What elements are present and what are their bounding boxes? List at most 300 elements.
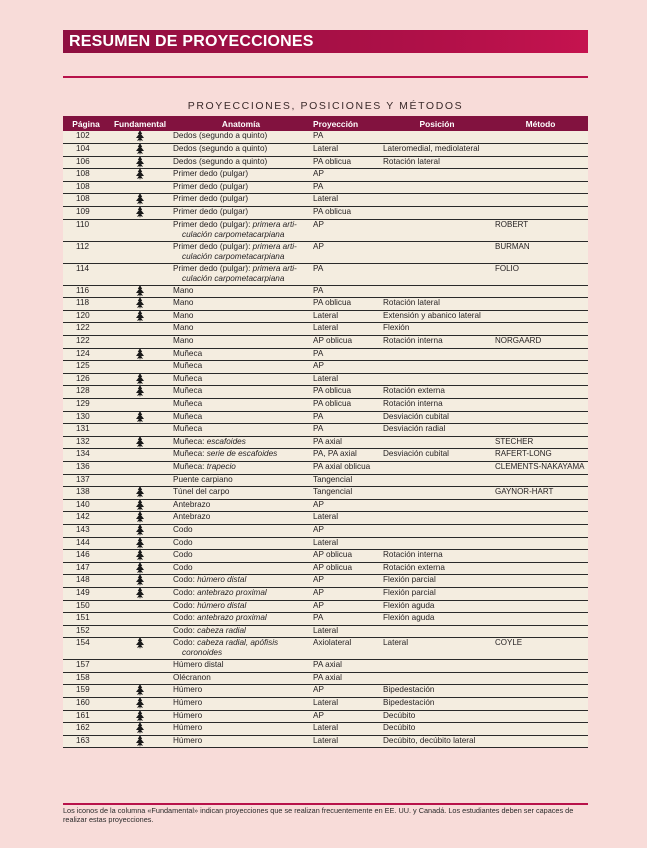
cell-fundamental (109, 660, 171, 673)
cell-posicion (381, 499, 493, 512)
cell-fundamental (109, 723, 171, 736)
table-row (63, 449, 588, 462)
anatomia-text: Dedos (segundo a quinto) (173, 144, 268, 154)
anatomia-text: Primer dedo (pulgar) (173, 169, 249, 179)
fundamental-icon (134, 131, 146, 142)
cell-posicion (381, 537, 493, 550)
cell-metodo (493, 169, 588, 182)
anatomia-text: Codo (173, 524, 193, 534)
cell-metodo (493, 310, 588, 323)
cell-metodo: ROBERT (493, 219, 588, 241)
anatomia-text: Dedos (segundo a quinto) (173, 131, 268, 140)
header-pagina: Página (63, 116, 109, 131)
cell-page: 162 (63, 723, 109, 736)
table-row (63, 698, 588, 711)
cell-metodo (493, 685, 588, 698)
cell-metodo (493, 735, 588, 748)
cell-metodo: NORGAARD (493, 336, 588, 349)
anatomia-detail: antebrazo proximal (197, 587, 267, 597)
cell-posicion (381, 241, 493, 263)
cell-posicion (381, 194, 493, 207)
table-title: PROYECCIONES, POSICIONES Y MÉTODOS (187, 100, 464, 112)
cell-fundamental (109, 424, 171, 437)
cell-page: 122 (63, 323, 109, 336)
cell-posicion: Rotación lateral (381, 298, 493, 311)
cell-posicion (381, 660, 493, 673)
cell-proyeccion: AP (311, 169, 381, 182)
cell-metodo (493, 323, 588, 336)
cell-metodo (493, 348, 588, 361)
cell-fundamental (109, 449, 171, 462)
anatomia-text: Húmero distal (173, 660, 224, 670)
banner-title: RESUMEN DE PROYECCIONES (63, 30, 588, 53)
cell-metodo (493, 625, 588, 638)
cell-posicion: Desviación cubital (381, 411, 493, 424)
cell-fundamental (109, 512, 171, 525)
cell-posicion: Bipedestación (381, 698, 493, 711)
anatomia-text: Olécranon (173, 672, 211, 682)
cell-posicion (381, 348, 493, 361)
cell-page: 160 (63, 698, 109, 711)
cell-metodo (493, 600, 588, 613)
cell-page: 116 (63, 285, 109, 298)
cell-anatomia (171, 207, 311, 220)
cell-page: 130 (63, 411, 109, 424)
cell-page: 148 (63, 575, 109, 588)
cell-anatomia (171, 323, 311, 336)
cell-posicion: Desviación radial (381, 424, 493, 437)
cell-page: 109 (63, 207, 109, 220)
cell-proyeccion: Lateral (311, 194, 381, 207)
anatomia-text: Codo (173, 550, 193, 560)
cell-page: 132 (63, 436, 109, 449)
fundamental-icon (134, 512, 146, 524)
cell-anatomia (171, 512, 311, 525)
cell-metodo (493, 660, 588, 673)
header-rule (63, 76, 588, 78)
cell-fundamental (109, 625, 171, 638)
cell-page: 110 (63, 219, 109, 241)
cell-metodo: RAFERT-LONG (493, 449, 588, 462)
cell-anatomia (171, 710, 311, 723)
anatomia-text: Muñeca (173, 411, 203, 421)
anatomia-text: Muñeca (173, 373, 203, 383)
fundamental-icon (134, 499, 146, 511)
cell-posicion (381, 373, 493, 386)
header-proyeccion: Proyección (311, 116, 381, 131)
cell-posicion: Desviación cubital (381, 449, 493, 462)
cell-page: 126 (63, 373, 109, 386)
cell-fundamental (109, 207, 171, 220)
anatomia-text: Muñeca: (173, 436, 207, 446)
cell-proyeccion: PA (311, 424, 381, 437)
anatomia-text: Primer dedo (pulgar) (173, 181, 249, 191)
table-row (63, 672, 588, 685)
anatomia-text: Húmero (173, 735, 203, 745)
cell-anatomia (171, 181, 311, 194)
table-row (63, 169, 588, 182)
cell-page: 146 (63, 550, 109, 563)
cell-fundamental (109, 487, 171, 500)
fundamental-icon (134, 685, 146, 697)
cell-page: 142 (63, 512, 109, 525)
cell-proyeccion: AP (311, 710, 381, 723)
cell-proyeccion: AP (311, 524, 381, 537)
cell-metodo (493, 672, 588, 685)
cell-page: 140 (63, 499, 109, 512)
cell-anatomia (171, 194, 311, 207)
cell-proyeccion: AP oblicua (311, 562, 381, 575)
cell-posicion: Rotación interna (381, 336, 493, 349)
cell-proyeccion: Lateral (311, 310, 381, 323)
cell-fundamental (109, 386, 171, 399)
cell-posicion: Rotación externa (381, 386, 493, 399)
anatomia-text: Dedos (segundo a quinto) (173, 156, 268, 166)
cell-anatomia (171, 685, 311, 698)
anatomia-text: Húmero (173, 710, 203, 720)
anatomia-text: Codo: (173, 587, 198, 597)
cell-metodo: STECHER (493, 436, 588, 449)
cell-page: 122 (63, 336, 109, 349)
cell-posicion: Decúbito (381, 723, 493, 736)
cell-proyeccion: PA axial (311, 436, 381, 449)
fundamental-icon (134, 436, 146, 448)
cell-proyeccion: PA oblicua (311, 386, 381, 399)
cell-posicion: Rotación externa (381, 562, 493, 575)
cell-fundamental (109, 600, 171, 613)
anatomia-text: Mano (173, 298, 194, 308)
table-row (63, 625, 588, 638)
anatomia-detail-continued: culación carpometacarpiana (182, 273, 285, 283)
cell-proyeccion: AP oblicua (311, 550, 381, 563)
cell-metodo (493, 710, 588, 723)
cell-fundamental (109, 537, 171, 550)
anatomia-text: Codo (173, 537, 193, 547)
cell-fundamental (109, 336, 171, 349)
anatomia-text: Codo (173, 562, 193, 572)
cell-posicion: Lateral (381, 638, 493, 660)
fundamental-icon (134, 587, 146, 599)
cell-anatomia (171, 361, 311, 374)
cell-posicion (381, 524, 493, 537)
cell-page: 118 (63, 298, 109, 311)
cell-page: 144 (63, 537, 109, 550)
cell-fundamental (109, 524, 171, 537)
cell-anatomia (171, 638, 311, 660)
cell-proyeccion: Lateral (311, 537, 381, 550)
cell-metodo (493, 181, 588, 194)
cell-proyeccion: PA (311, 131, 381, 144)
table-row (63, 487, 588, 500)
cell-posicion (381, 672, 493, 685)
cell-fundamental (109, 550, 171, 563)
fundamental-icon (134, 156, 146, 168)
cell-metodo: BURMAN (493, 241, 588, 263)
cell-page: 129 (63, 399, 109, 412)
table-row (63, 194, 588, 207)
cell-page: 154 (63, 638, 109, 660)
table-row (63, 348, 588, 361)
cell-metodo (493, 156, 588, 169)
cell-anatomia (171, 241, 311, 263)
anatomia-text: Primer dedo (pulgar) (173, 194, 249, 204)
table-row (63, 411, 588, 424)
fundamental-icon (134, 575, 146, 587)
cell-proyeccion: PA oblicua (311, 156, 381, 169)
cell-anatomia (171, 399, 311, 412)
cell-page: 150 (63, 600, 109, 613)
cell-posicion (381, 512, 493, 525)
cell-fundamental (109, 310, 171, 323)
footer-rule (63, 803, 588, 805)
table-row (63, 660, 588, 673)
cell-posicion (381, 285, 493, 298)
cell-anatomia (171, 449, 311, 462)
cell-metodo (493, 207, 588, 220)
cell-posicion (381, 169, 493, 182)
cell-fundamental (109, 613, 171, 626)
cell-proyeccion: PA (311, 613, 381, 626)
cell-anatomia (171, 562, 311, 575)
table-row (63, 263, 588, 285)
cell-posicion: Rotación interna (381, 550, 493, 563)
anatomia-text: Muñeca (173, 348, 203, 358)
fundamental-icon (134, 735, 146, 747)
cell-proyeccion: PA (311, 181, 381, 194)
cell-posicion: Flexión aguda (381, 600, 493, 613)
fundamental-icon (134, 550, 146, 562)
cell-proyeccion: AP (311, 361, 381, 374)
table-row (63, 361, 588, 374)
cell-posicion: Flexión parcial (381, 575, 493, 588)
table-row (63, 723, 588, 736)
cell-fundamental (109, 562, 171, 575)
cell-proyeccion: PA oblicua (311, 399, 381, 412)
cell-fundamental (109, 587, 171, 600)
cell-fundamental (109, 710, 171, 723)
anatomia-text: Antebrazo (173, 512, 211, 522)
cell-anatomia (171, 499, 311, 512)
anatomia-text: Muñeca: (173, 449, 207, 459)
projections-table (63, 116, 588, 748)
cell-page: 108 (63, 169, 109, 182)
cell-proyeccion: AP (311, 600, 381, 613)
cell-metodo: COYLE (493, 638, 588, 660)
fundamental-icon (134, 207, 146, 219)
cell-proyeccion: Tangencial (311, 487, 381, 500)
cell-page: 112 (63, 241, 109, 263)
anatomia-detail: primera arti- (252, 241, 297, 251)
fundamental-icon (134, 411, 146, 423)
cell-posicion (381, 461, 493, 474)
cell-fundamental (109, 298, 171, 311)
cell-posicion (381, 207, 493, 220)
cell-proyeccion: AP (311, 685, 381, 698)
anatomia-text: Mano (173, 285, 194, 295)
anatomia-text: Húmero (173, 698, 203, 708)
table-row (63, 685, 588, 698)
cell-proyeccion: PA oblicua (311, 298, 381, 311)
cell-proyeccion: PA, PA axial (311, 449, 381, 462)
table-row (63, 587, 588, 600)
anatomia-detail: cabeza radial (197, 625, 246, 635)
cell-proyeccion: PA (311, 285, 381, 298)
anatomia-detail-continued: culación carpometacarpiana (182, 251, 285, 261)
cell-anatomia (171, 625, 311, 638)
anatomia-text: Muñeca: (173, 461, 207, 471)
anatomia-detail: húmero distal (197, 600, 247, 610)
anatomia-detail-continued: coronoides (182, 648, 223, 658)
fundamental-icon (134, 386, 146, 398)
table-row (63, 285, 588, 298)
cell-page: 128 (63, 386, 109, 399)
cell-metodo (493, 575, 588, 588)
cell-page: 163 (63, 735, 109, 748)
anatomia-text: Mano (173, 323, 194, 333)
anatomia-detail: primera arti- (252, 263, 297, 273)
cell-anatomia (171, 575, 311, 588)
anatomia-detail: trapecio (206, 461, 236, 471)
cell-anatomia (171, 723, 311, 736)
cell-fundamental (109, 436, 171, 449)
cell-anatomia (171, 298, 311, 311)
anatomia-detail: húmero distal (197, 575, 247, 585)
cell-anatomia (171, 524, 311, 537)
anatomia-text: Muñeca (173, 361, 203, 371)
cell-posicion (381, 181, 493, 194)
cell-fundamental (109, 638, 171, 660)
table-row (63, 424, 588, 437)
cell-metodo (493, 373, 588, 386)
table-row (63, 386, 588, 399)
anatomia-text: Codo: (173, 638, 198, 648)
cell-page: 137 (63, 474, 109, 487)
header-metodo: Método (493, 116, 588, 131)
anatomia-detail: cabeza radial, apófisis (197, 638, 279, 648)
table-header-row (63, 116, 588, 131)
anatomia-text: Primer dedo (pulgar): (173, 263, 253, 273)
cell-metodo (493, 131, 588, 144)
cell-metodo (493, 698, 588, 711)
cell-fundamental (109, 219, 171, 241)
cell-anatomia (171, 600, 311, 613)
cell-metodo (493, 386, 588, 399)
table-row (63, 550, 588, 563)
cell-page: 159 (63, 685, 109, 698)
table-row (63, 537, 588, 550)
cell-posicion (381, 436, 493, 449)
cell-proyeccion: Lateral (311, 723, 381, 736)
cell-anatomia (171, 348, 311, 361)
cell-posicion (381, 219, 493, 241)
cell-posicion (381, 487, 493, 500)
fundamental-icon (134, 487, 146, 499)
cell-posicion: Flexión parcial (381, 587, 493, 600)
table-row (63, 144, 588, 157)
cell-metodo (493, 499, 588, 512)
table-row (63, 323, 588, 336)
cell-posicion: Decúbito, decúbito lateral (381, 735, 493, 748)
cell-fundamental (109, 685, 171, 698)
cell-metodo (493, 537, 588, 550)
cell-page: 114 (63, 263, 109, 285)
table-row (63, 207, 588, 220)
cell-fundamental (109, 373, 171, 386)
cell-proyeccion: AP oblicua (311, 336, 381, 349)
cell-proyeccion: AP (311, 575, 381, 588)
anatomia-text: Muñeca (173, 386, 203, 396)
cell-page: 143 (63, 524, 109, 537)
cell-anatomia (171, 263, 311, 285)
cell-metodo (493, 512, 588, 525)
cell-anatomia (171, 613, 311, 626)
cell-fundamental (109, 285, 171, 298)
cell-anatomia (171, 550, 311, 563)
cell-fundamental (109, 323, 171, 336)
cell-posicion (381, 361, 493, 374)
cell-fundamental (109, 575, 171, 588)
fundamental-icon (134, 169, 146, 181)
fundamental-icon (134, 638, 146, 650)
cell-page: 106 (63, 156, 109, 169)
cell-metodo (493, 474, 588, 487)
table-row (63, 474, 588, 487)
cell-fundamental (109, 672, 171, 685)
anatomia-text: Húmero (173, 723, 203, 733)
cell-metodo (493, 524, 588, 537)
cell-proyeccion: Lateral (311, 323, 381, 336)
fundamental-icon (134, 537, 146, 549)
cell-fundamental (109, 181, 171, 194)
anatomia-detail-continued: culación carpometacarpiana (182, 229, 285, 239)
table-row (63, 241, 588, 263)
cell-page: 134 (63, 449, 109, 462)
cell-page: 152 (63, 625, 109, 638)
cell-page: 158 (63, 672, 109, 685)
fundamental-icon (134, 310, 146, 322)
table-row (63, 512, 588, 525)
cell-page: 104 (63, 144, 109, 157)
cell-anatomia (171, 156, 311, 169)
cell-anatomia (171, 219, 311, 241)
cell-anatomia (171, 672, 311, 685)
fundamental-icon (134, 723, 146, 735)
table-row (63, 562, 588, 575)
cell-anatomia (171, 144, 311, 157)
cell-anatomia (171, 698, 311, 711)
table-row (63, 524, 588, 537)
cell-proyeccion: PA (311, 263, 381, 285)
anatomia-text: Muñeca (173, 399, 203, 408)
cell-page: 108 (63, 181, 109, 194)
cell-proyeccion: AP (311, 241, 381, 263)
fundamental-icon (134, 194, 146, 206)
cell-posicion: Flexión (381, 323, 493, 336)
cell-metodo (493, 285, 588, 298)
table-row (63, 461, 588, 474)
table-row (63, 613, 588, 626)
anatomia-text: Codo: (173, 600, 198, 610)
table-row (63, 298, 588, 311)
cell-anatomia (171, 537, 311, 550)
cell-metodo: FOLIO (493, 263, 588, 285)
fundamental-icon (134, 298, 146, 310)
anatomia-text: Muñeca (173, 424, 203, 434)
cell-anatomia (171, 336, 311, 349)
header-posicion: Posición (381, 116, 493, 131)
cell-page: 157 (63, 660, 109, 673)
table-row (63, 399, 588, 412)
